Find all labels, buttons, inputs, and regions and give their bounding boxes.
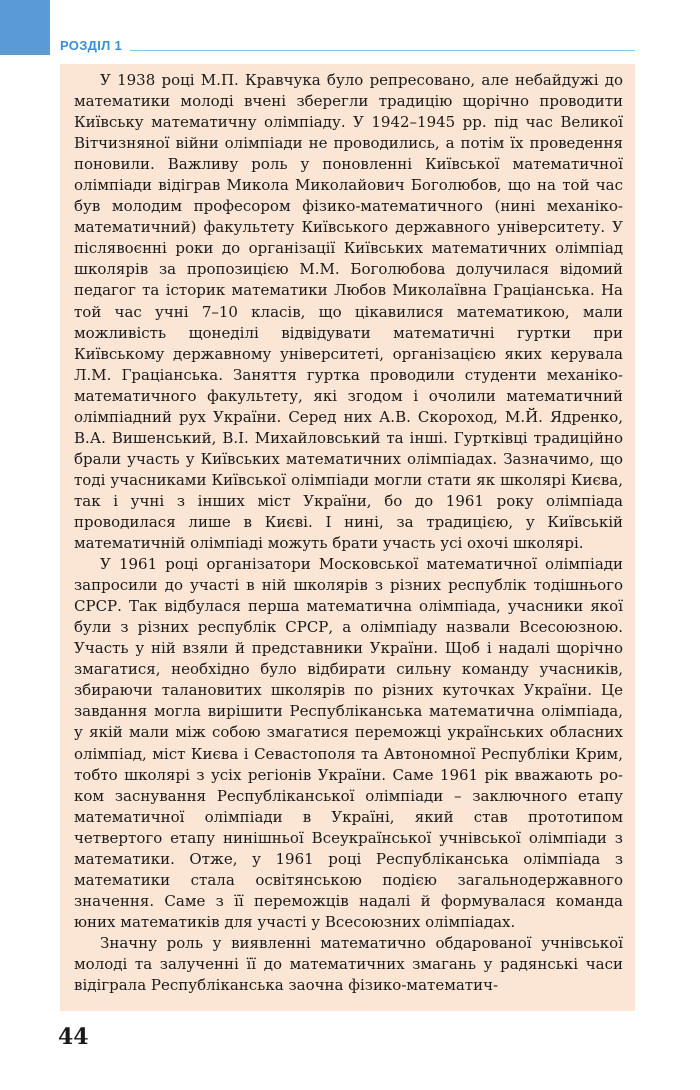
paragraph-2: У 1961 році організатори Московської математичної олімпіади запросили до участі в ній школярів з різних республік тодішнього СРСР. Так відбулася перша математична олімпіада, учасники якої були з різних республік СРСР, а олімпіаду назвали Всесоюзною. Участь у ній взяли й представники України. Щоб і надалі щорічно змагатися, необхідно було відбирати сильну команду учасників, збираючи талановитих школярів по різних куточках України. Це завдання могла вирішити Республіканська математична олімпіада, у якій мали між собою змагатися переможці українських обласних олімпіад, міст Києва і Севастополя та Автономної Республіки Крим, тобто школярі з усіх регіонів України. Саме 1961 рік вважають роком заснування Республіканської олімпіади – заключного етапу математичної олімпіади в Україні, який став прототипом четвертого етапу нинішньої Всеукраїнської учнівської олімпіади з математики. Отже, у 1961 році Республіканська олімпіада з математики стала освітянською подією загальнодержавного значення. Саме з її переможців надалі й формувалася команда юних математиків для участі у Всесоюзних олімпіадах. — [74, 555, 623, 931]
page-number: 44 — [58, 1024, 89, 1050]
corner-accent-block — [0, 0, 50, 55]
header-divider — [130, 50, 635, 51]
paragraph-3: Значну роль у виявленні математично обдарованої учнівської молоді та залученні її до математичних змагань у радянські часи відіграла Республіканська заочна фізико-математич- — [74, 933, 623, 995]
section-label: РОЗДІЛ 1 — [60, 38, 122, 53]
text-panel — [60, 64, 635, 1011]
paragraph-1: У 1938 році М.П. Кравчука було репресовано, але небайдужі до математики молоді вчені зберегли традицію щорічно проводити Київську математичну олімпіаду. У 1942–1945 рр. під час Великої Вітчизняної війни олімпіади не проводились, а потім їх проведення поновили. Важливу роль у поновленні Київської математичної олімпіади відіграв Микола Миколайович Боголюбов, що на той час був молодим професором фізико-математичного (нині механіко-математичний) факультету Київського державного університету. У післявоєнні роки до організації Київських математичних олімпіад школярів за пропозицією М.М. Боголюбова долучилася відомий педагог та історик математики Любов Миколаївна Граціанська. На той час учні 7–10 класів, що цікавилися математикою, мали можливість щонеділі відвідувати математичні гуртки при Київському державному університеті, організацією яких керувала Л.М. Граціанська. Заняття гуртка проводили студенти механіко-математичного факультету, які згодом і очолили математичний олімпіадний рух України. Серед них А.В. Скороход, М.Й. Ядренко, В.А. Вишенський, В.І. Михайловський та інші. Гуртківці традиційно брали участь у Київських математичних олімпіадах. Зазначимо, що тоді учасниками Київської олімпіади могли стати як школярі Києва, так і учні з інших міст України, бо до 1961 року олімпіада проводилася лише в Києві. І нині, за традицією, у Київській математичній олімпіаді можуть брати участь усі охочі школярі. — [74, 71, 623, 553]
